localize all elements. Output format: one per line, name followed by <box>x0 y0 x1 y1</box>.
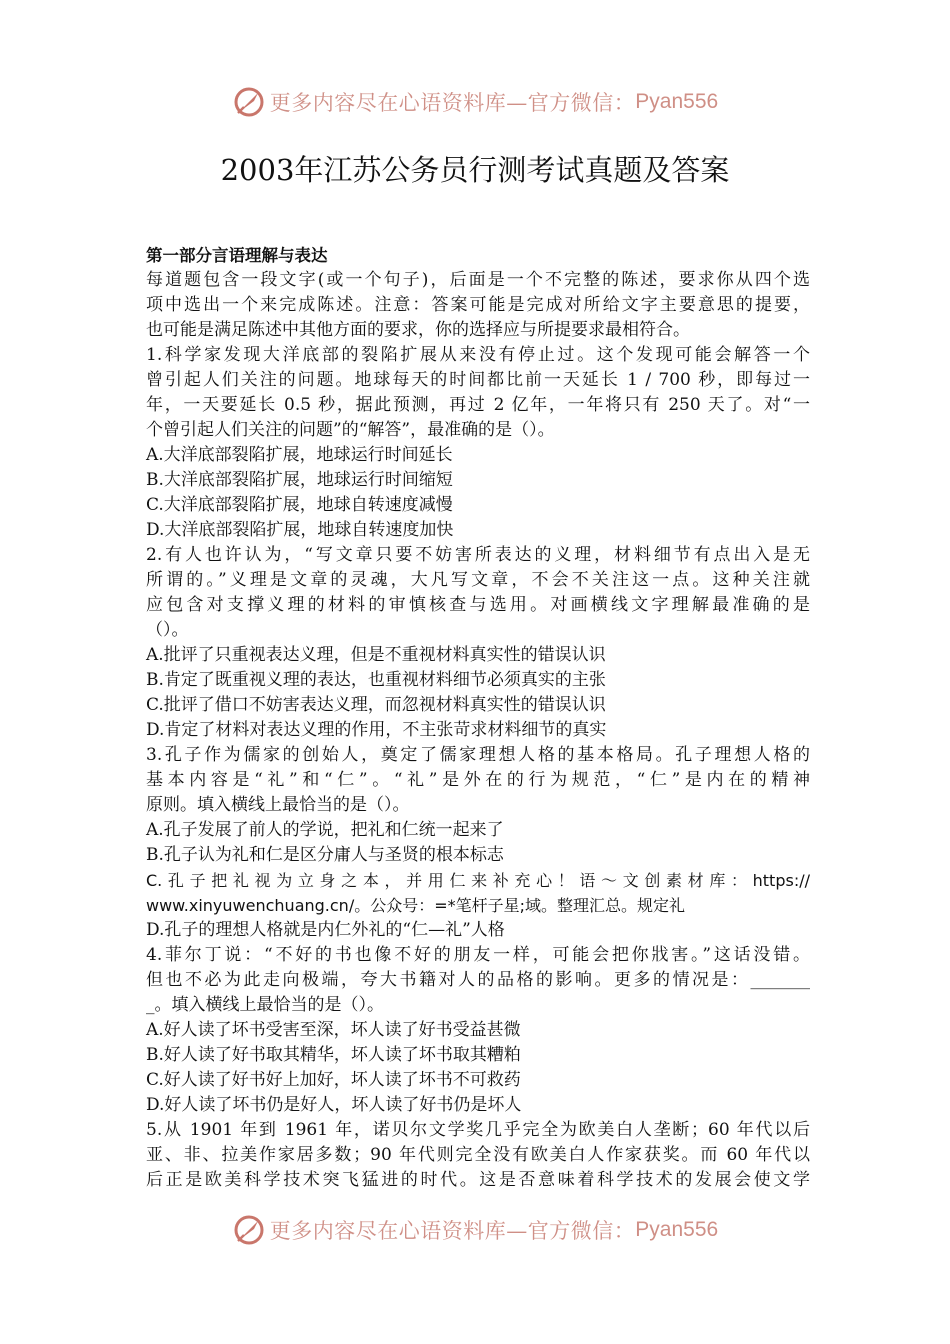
q1-option-d: D.大洋底部裂陷扩展，地球自转速度加快 <box>146 520 454 540</box>
q2-stem-line: 2.有人也许认为，“写文章只要不妨害所表达的义理，材料细节有点出入是无 <box>146 545 810 565</box>
q2-option-d: D.肯定了材料对表达义理的作用，不主张苛求材料细节的真实 <box>146 720 607 740</box>
quill-logo-icon <box>232 85 266 119</box>
q1-option-a: A.大洋底部裂陷扩展，地球运行时间延长 <box>146 445 453 465</box>
q1-option-b: B.大洋底部裂陷扩展，地球运行时间缩短 <box>146 470 453 490</box>
q3-option-c-line1: C.孔子把礼视为立身之本，并用仁来补充心！语～文创素材库：https:// <box>146 871 810 890</box>
q4-option-c: C.好人读了好书好上加好，坏人读了坏书不可救药 <box>146 1070 521 1090</box>
intro-line: 也可能是满足陈述中其他方面的要求，你的选择应与所提要求最相符合。 <box>146 320 690 340</box>
watermark-banner-bottom <box>0 1210 950 1250</box>
q4-stem-line: _。填入横线上最恰当的是（）。 <box>146 995 384 1015</box>
q5-stem-line: 5.从 1901 年到 1961 年，诺贝尔文学奖几乎完全为欧美白人垄断；60 年代以后 <box>146 1120 810 1140</box>
q1-option-c: C.大洋底部裂陷扩展，地球自转速度减慢 <box>146 495 453 515</box>
q4-option-a: A.好人读了坏书受害至深，坏人读了好书受益甚微 <box>146 1020 521 1040</box>
q3-stem-line: 3.孔子作为儒家的创始人，奠定了儒家理想人格的基本格局。孔子理想人格的 <box>146 745 810 765</box>
banner-wechat-id: Pyan556 <box>635 1218 719 1241</box>
q1-stem-line: 个曾引起人们关注的问题”的“解答”，最准确的是（）。 <box>146 420 555 440</box>
q2-stem-line: （）。 <box>146 620 189 640</box>
banner-text: 更多内容尽在心语资料库—官方微信： <box>269 91 636 115</box>
quill-logo-icon <box>232 1213 266 1247</box>
q2-option-b: B.肯定了既重视义理的表达，也重视材料细节必须真实的主张 <box>146 670 606 690</box>
q4-option-b: B.好人读了好书取其精华，坏人读了坏书取其糟粕 <box>146 1045 521 1065</box>
q3-option-a: A.孔子发展了前人的学说，把礼和仁统一起来了 <box>146 820 504 840</box>
q3-option-b: B.孔子认为礼和仁是区分庸人与圣贤的根本标志 <box>146 845 504 865</box>
q3-stem-line: 原则。填入横线上最恰当的是（）。 <box>146 795 410 815</box>
banner-text: 更多内容尽在心语资料库—官方微信： <box>269 1219 636 1243</box>
q2-stem-line: 应包含对支撑义理的材料的审慎核查与选用。对画横线文字理解最准确的是 <box>146 595 810 615</box>
q5-stem-line: 亚、非、拉美作家居多数；90 年代则完全没有欧美白人作家获奖。而 60 年代以 <box>146 1145 810 1165</box>
q1-stem-line: 年，一天要延长 0.5 秒，据此预测，再过 2 亿年，一年将只有 250 天了。对“一 <box>146 395 810 415</box>
q4-option-d: D.好人读了坏书仍是好人，坏人读了好书仍是坏人 <box>146 1095 522 1115</box>
q4-stem-line: 但也不必为此走向极端，夸大书籍对人的品格的影响。更多的情况是：_______ <box>146 970 810 990</box>
q3-stem-line: 基本内容是“礼”和“仁”。“礼”是外在的行为规范，“仁”是内在的精神 <box>146 770 810 790</box>
q2-option-c: C.批评了借口不妨害表达义理，而忽视材料真实性的错误认识 <box>146 695 606 715</box>
intro-line: 每道题包含一段文字(或一个句子)，后面是一个不完整的陈述，要求你从四个选 <box>146 270 810 290</box>
section-heading: 第一部分言语理解与表达 <box>146 246 328 265</box>
q4-stem-line: 4.菲尔丁说：“不好的书也像不好的朋友一样，可能会把你戕害。”这话没错。 <box>146 945 810 965</box>
q2-option-a: A.批评了只重视表达义理，但是不重视材料真实性的错误认识 <box>146 645 606 665</box>
q3-option-d: D.孔子的理想人格就是内仁外礼的“仁—礼”人格 <box>146 920 505 940</box>
q3-option-c-line2: www.xinyuwenchuang.cn/。公众号：=*笔杆子星;域。整理汇总。规定礼 <box>146 896 686 915</box>
q1-stem-line: 曾引起人们关注的问题。地球每天的时间都比前一天延长 1 / 700 秒，即每过一 <box>146 370 810 390</box>
q1-stem-line: 1.科学家发现大洋底部的裂陷扩展从来没有停止过。这个发现可能会解答一个 <box>146 345 810 365</box>
banner-wechat-id: Pyan556 <box>635 90 719 113</box>
page-title: 2003年江苏公务员行测考试真题及答案 <box>220 153 730 187</box>
q5-stem-line: 后正是欧美科学技术突飞猛进的时代。这是否意味着科学技术的发展会使文学 <box>146 1170 810 1190</box>
intro-line: 项中选出一个来完成陈述。注意：答案可能是完成对所给文字主要意思的提要， <box>146 295 810 315</box>
q2-stem-line: 所谓的。”义理是文章的灵魂，大凡写文章，不会不关注这一点。这种关注就 <box>146 570 810 590</box>
document-body <box>146 243 810 1193</box>
watermark-banner-top <box>0 82 950 122</box>
